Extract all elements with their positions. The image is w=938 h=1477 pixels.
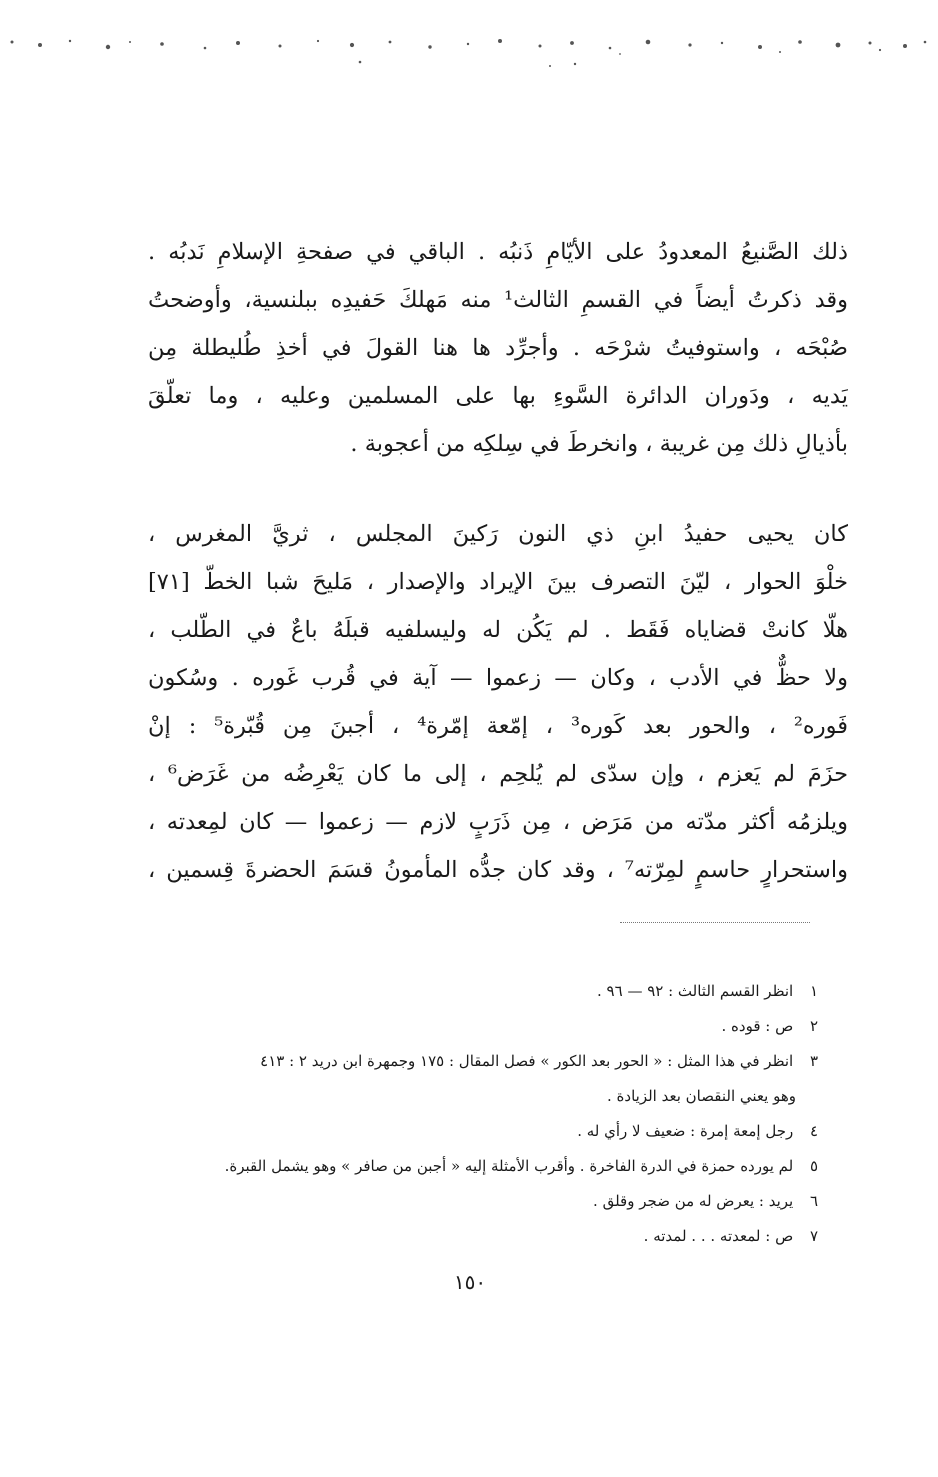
text-line: واستحرارٍ حاسمٍ لمِرّته⁷ ، وقد كان جدُّه المأمونُ قسَمَ الحضرةَ قِسمين ، bbox=[148, 857, 848, 883]
text-line: ولا حظٌّ في الأدب ، وكان — زعموا — آية في قُرب غَوره . وسُكون bbox=[148, 665, 848, 691]
paragraph-1 bbox=[148, 228, 848, 468]
footnote-text: ص : لمعدته . . . لمدته . bbox=[643, 1227, 794, 1245]
footnote-number: ٤ bbox=[809, 1122, 818, 1140]
footnote-text: انظر القسم الثالث : ٩٢ — ٩٦ . bbox=[597, 982, 794, 1000]
text-line: حزَمَ لم يَعزم ، وإن سدّى لم يُلحِم ، إلى ما كان يَعْرِضُه من غَرَض⁶ ، bbox=[148, 761, 848, 787]
text-line: وقد ذكرتُ أيضاً في القسمِ الثالث¹ منه مَهلكَ حَفيدِه ببلنسية، وأوضحتُ bbox=[148, 287, 848, 313]
footnotes bbox=[128, 974, 818, 1254]
paragraph-2 bbox=[148, 510, 848, 894]
text-line: هلّا كانتْ قضاياه فَقَط . لم يَكُن له وليسلفيه قبلَهُ باعٌ في الطّلب ، bbox=[148, 617, 848, 643]
footnote-continuation bbox=[128, 1079, 818, 1114]
footnote bbox=[128, 1184, 818, 1219]
text-line: خلْوَ الحوار ، ليّنَ التصرف بينَ الإيراد والإصدار ، مَليحَ شبا الخطّ [٧١] bbox=[148, 569, 848, 595]
footnote bbox=[128, 1009, 818, 1044]
text-line: كان يحيى حفيدُ ابنِ ذي النون رَكينَ المجلس ، ثريَّ المغرس ، bbox=[148, 521, 848, 547]
text-line: يَديه ، ودَوران الدائرة السَّوءِ بها على المسلمين وعليه ، وما تعلّقَ bbox=[148, 383, 848, 409]
footnote-text: رجل إمعة إمرة : ضعيف لا رأي له . bbox=[577, 1122, 794, 1140]
footnote-text: ص : قوده . bbox=[721, 1017, 794, 1035]
footnote-separator bbox=[620, 922, 810, 923]
footnote bbox=[128, 974, 818, 1009]
footnote-text: يريد : يعرض له من ضجر وقلق . bbox=[593, 1192, 794, 1210]
footnote-number: ٦ bbox=[809, 1192, 818, 1210]
footnote-number: ٧ bbox=[809, 1227, 818, 1245]
footnote-number: ٢ bbox=[809, 1017, 818, 1035]
footnote bbox=[128, 1114, 818, 1149]
text-line: فَوره² ، والحور بعد كَوره³ ، إمّعة إمّرة⁴ ، أجبنَ مِن قُبّرة⁵ : إنْ bbox=[148, 713, 848, 739]
footnote-number: ٥ bbox=[809, 1157, 818, 1175]
footnote-number: ٣ bbox=[809, 1052, 818, 1070]
footnote-text: لم يورده حمزة في الدرة الفاخرة . وأقرب الأمثلة إليه « أجبن من صافر » وهو يشمل القبرة. bbox=[224, 1157, 794, 1175]
footnote-number: ١ bbox=[809, 982, 818, 1000]
footnote bbox=[128, 1219, 818, 1254]
page-number: ١٥٠ bbox=[453, 1270, 487, 1294]
text-line: ويلزمُه أكثر مدّته من مَرَض ، مِن ذَرَبٍ لازم — زعموا — كان لمِعدته ، bbox=[148, 809, 848, 835]
footnote bbox=[128, 1044, 818, 1079]
text-line: ذلك الصَّنيعُ المعدودُ على الأيّامِ ذَنبُه . الباقي في صفحةِ الإسلامِ نَدبُه . bbox=[148, 239, 848, 265]
footnote-text: وهو يعني النقصان بعد الزيادة . bbox=[607, 1087, 796, 1105]
footnote-text: انظر في هذا المثل : « الحور بعد الكور » فصل المقال : ١٧٥ وجمهرة ابن دريد ٢ : ٤١٣ bbox=[260, 1052, 794, 1070]
text-line: بأذيالِ ذلك مِن غريبة ، وانخرطَ في سِلكِه من أعجوبة . bbox=[350, 431, 848, 457]
text-line: صُبْحَه ، واستوفيتُ شرْحَه . وأجرِّد ها هنا القولَ في أخذِ طُليطلة مِن bbox=[148, 335, 848, 361]
footnote bbox=[128, 1149, 818, 1184]
